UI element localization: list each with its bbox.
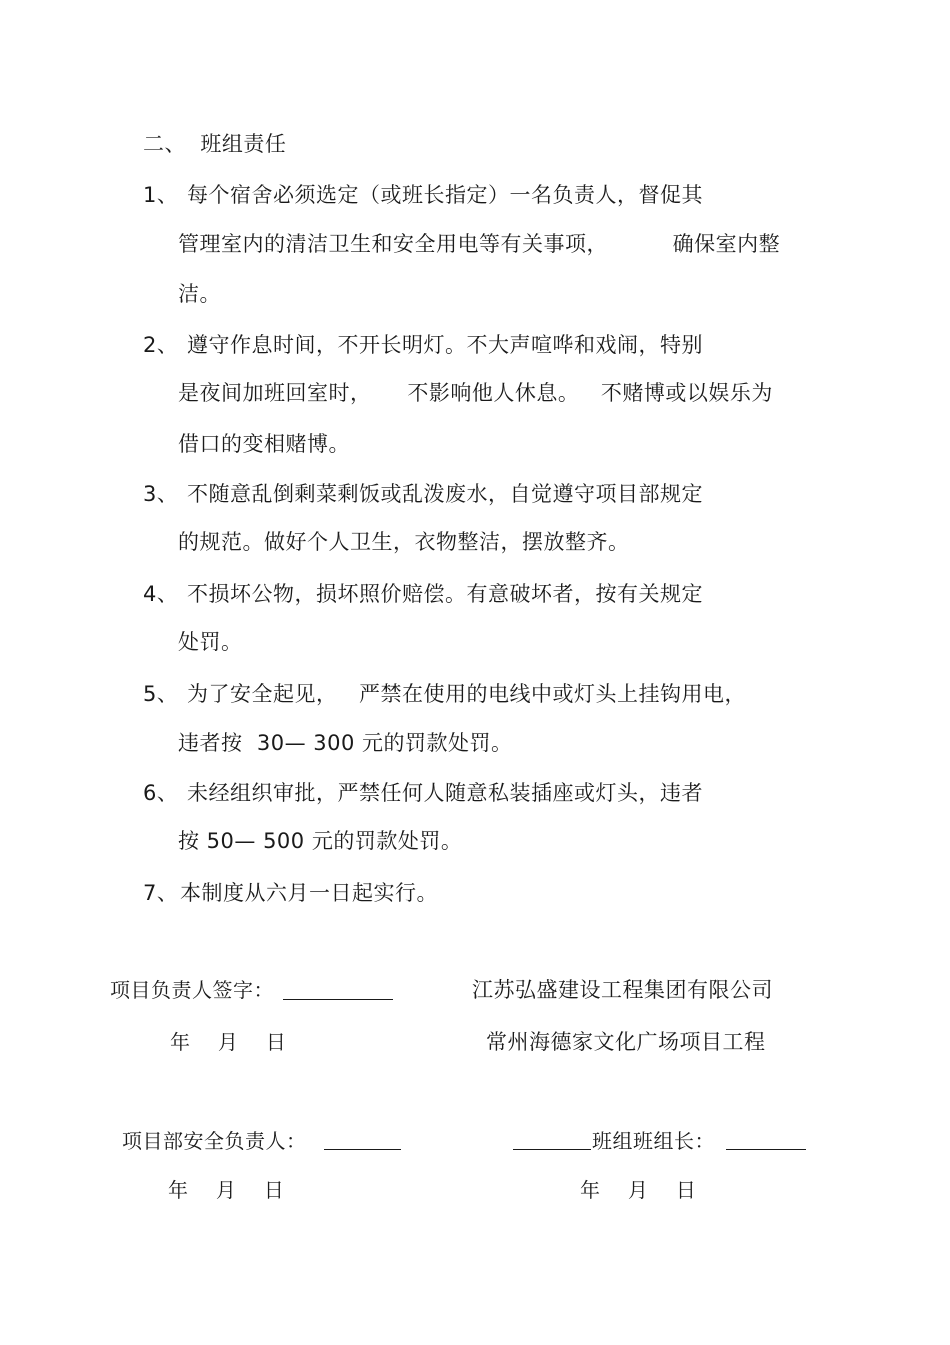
item-5-line-1: 为了安全起见， 严禁在使用的电线中或灯头上挂钩用电， [187,682,747,706]
item-1-line-3: 洁。 [178,282,221,306]
company-name: 江苏弘盛建设工程集团有限公司 [472,978,773,1002]
item-1-number: 1、 [143,183,179,207]
section-heading: 二、 班组责任 [143,132,287,156]
item-2-number: 2、 [143,333,179,357]
item-3-line-1: 不随意乱倒剩菜剩饭或乱泼废水，自觉遵守项目部规定 [187,482,703,506]
item-4-line-2: 处罚。 [178,630,243,654]
safety-leader-signature-label: 项目部安全负责人： [122,1129,307,1153]
item-7-number: 7、 [143,881,179,905]
item-1-line-2: 管理室内的清洁卫生和安全用电等有关事项， 确保室内整 [178,232,781,256]
item-1-line-1: 每个宿舍必须选定（或班长指定）一名负责人，督促其 [187,183,703,207]
team-leader-date: 年 月 日 [580,1178,697,1202]
item-5-line-2: 违者按 30— 300 元的罚款处罚。 [178,731,513,755]
item-3-line-2: 的规范。做好个人卫生，衣物整洁，摆放整齐。 [178,530,630,554]
team-leader-signature-line[interactable] [726,1149,806,1150]
item-2-line-2: 是夜间加班回室时， 不影响他人休息。 不赌博或以娱乐为 [178,381,773,405]
safety-leader-date: 年 月 日 [168,1178,285,1202]
project-name: 常州海德家文化广场项目工程 [486,1030,766,1054]
team-leader-prefix-line[interactable] [513,1149,591,1150]
item-6-line-1: 未经组织审批，严禁任何人随意私装插座或灯头，违者 [187,781,703,805]
item-3-number: 3、 [143,482,179,506]
item-7-line-1: 本制度从六月一日起实行。 [180,881,438,905]
item-4-number: 4、 [143,582,179,606]
item-2-line-1: 遵守作息时间，不开长明灯。不大声喧哗和戏闹，特别 [187,333,703,357]
team-leader-signature-label: 班组班组长： [592,1129,715,1153]
item-5-number: 5、 [143,682,179,706]
item-6-line-2: 按 50— 500 元的罚款处罚。 [178,829,463,853]
safety-leader-signature-line[interactable] [324,1149,401,1150]
project-leader-signature-label: 项目负责人签字： [110,978,274,1002]
project-leader-signature-line[interactable] [283,999,393,1000]
item-6-number: 6、 [143,781,179,805]
item-2-line-3: 借口的变相赌博。 [178,432,350,456]
project-leader-date: 年 月 日 [170,1030,287,1054]
item-4-line-1: 不损坏公物，损坏照价赔偿。有意破坏者，按有关规定 [187,582,703,606]
